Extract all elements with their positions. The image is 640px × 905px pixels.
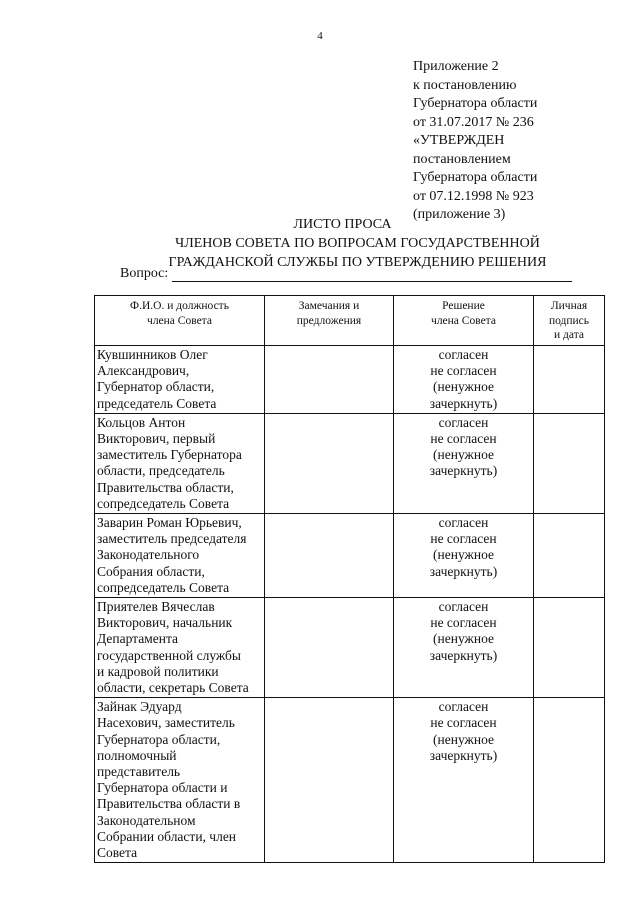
appendix-line: к постановлению [413, 77, 517, 93]
member-line: Зайнак Эдуард [97, 699, 182, 715]
member-line: Викторович, первый [97, 431, 216, 447]
decision-line: согласен [438, 515, 489, 531]
appendix-line: постановлением [413, 151, 511, 167]
member-line: Законодательного [97, 547, 200, 563]
document-title [0, 215, 640, 272]
remarks-cell[interactable] [265, 698, 394, 863]
decision-line: не согласен [430, 615, 497, 631]
decision-line: согласен [438, 599, 489, 615]
decision-line: (ненужное [433, 447, 494, 463]
header-line: Замечания и [298, 300, 360, 312]
question-underline[interactable] [172, 267, 572, 282]
member-line: области, председатель [97, 463, 225, 479]
decision-line: зачеркнуть) [429, 563, 498, 579]
member-line: Приятелев Вячеслав [97, 599, 215, 615]
table-row [95, 598, 605, 698]
member-line: заместитель председателя [97, 531, 247, 547]
member-line: Совета [97, 845, 138, 861]
member-line: Собрания области, [97, 563, 205, 579]
decision-line: согласен [438, 414, 489, 430]
appendix-line: от 31.07.2017 № 236 [413, 114, 534, 130]
decision-cell[interactable] [394, 413, 534, 513]
table-row [95, 413, 605, 513]
appendix-line: Губернатора области [413, 96, 538, 111]
member-line: Викторович, начальник [97, 615, 233, 631]
header-line: подпись [548, 314, 590, 327]
decision-line: (ненужное [433, 731, 494, 747]
decision-line: не согласен [430, 531, 497, 547]
title-line: ГРАЖДАНСКОЙ СЛУЖБЫ ПО УТВЕРЖДЕНИЮ РЕШЕНИЯ [168, 255, 547, 270]
table-header-row [95, 296, 605, 346]
decision-line: зачеркнуть) [429, 747, 498, 763]
decision-line: не согласен [430, 431, 497, 447]
member-line: Александрович, [97, 363, 190, 379]
member-line: Правительства области, [97, 479, 234, 495]
remarks-cell[interactable] [265, 413, 394, 513]
header-line: члена Совета [431, 314, 496, 327]
member-cell [95, 598, 265, 698]
remarks-cell[interactable] [265, 598, 394, 698]
appendix-line: «УТВЕРЖДЕН [413, 133, 505, 148]
header-line: Ф.И.О. и должность [130, 300, 229, 312]
decision-line: зачеркнуть) [429, 395, 498, 411]
member-line: заместитель Губернатора [97, 447, 242, 463]
question-label: Вопрос: [120, 266, 169, 281]
signature-cell[interactable] [534, 413, 605, 513]
member-line: представитель [97, 764, 181, 780]
member-line: Собрании области, член [97, 828, 237, 844]
member-line: председатель Совета [97, 395, 217, 411]
decision-line: зачеркнуть) [429, 647, 498, 663]
appendix-header [413, 58, 537, 225]
table-row [95, 346, 605, 414]
decision-cell[interactable] [394, 514, 534, 598]
decision-line: (ненужное [433, 547, 494, 563]
member-line: и кадровой политики [97, 663, 219, 679]
title-line: ЛИСТО ПРОСА [293, 217, 392, 232]
member-cell [95, 413, 265, 513]
member-line: Губернатора области, [97, 731, 221, 747]
header-line: Решение [442, 300, 485, 312]
voting-table [94, 295, 605, 863]
decision-line: (ненужное [433, 631, 494, 647]
appendix-line: от 07.12.1998 № 923 [413, 188, 534, 204]
member-cell [95, 698, 265, 863]
decision-line: согласен [438, 347, 489, 362]
decision-line: не согласен [430, 715, 497, 731]
member-line: Кувшинников Олег [97, 347, 208, 362]
decision-cell[interactable] [394, 346, 534, 414]
signature-cell[interactable] [534, 698, 605, 863]
member-line: Законодательном [97, 812, 196, 828]
question-field [120, 266, 572, 282]
member-line: сопредседатель Совета [97, 579, 230, 595]
header-signature [534, 296, 605, 346]
decision-cell[interactable] [394, 698, 534, 863]
member-line: области, секретарь Совета [97, 680, 249, 696]
appendix-line: (приложение 3) [413, 207, 506, 222]
decision-line: (ненужное [433, 379, 494, 395]
signature-cell[interactable] [534, 346, 605, 414]
signature-cell[interactable] [534, 514, 605, 598]
decision-line: согласен [438, 699, 489, 715]
member-cell [95, 346, 265, 414]
header-line: предложения [296, 314, 362, 327]
member-line: Насехович, заместитель [97, 715, 235, 731]
member-line: Заварин Роман Юрьевич, [97, 515, 242, 531]
remarks-cell[interactable] [265, 514, 394, 598]
member-line: полномочный [97, 747, 177, 763]
member-line: Губернатор области, [97, 379, 215, 395]
signature-cell[interactable] [534, 598, 605, 698]
header-name [95, 296, 265, 346]
decision-cell[interactable] [394, 598, 534, 698]
member-line: Губернатора области и [97, 780, 228, 796]
remarks-cell[interactable] [265, 346, 394, 414]
appendix-line: Губернатора области [413, 170, 538, 185]
page-number: 4 [317, 30, 323, 42]
appendix-line: Приложение 2 [413, 59, 499, 74]
member-line: сопредседатель Совета [97, 495, 230, 511]
table-row [95, 698, 605, 863]
header-line: и дата [554, 329, 584, 341]
member-line: Департамента [97, 631, 179, 647]
member-line: государственной службы [97, 647, 241, 663]
title-line: ЧЛЕНОВ СОВЕТА ПО ВОПРОСАМ ГОСУДАРСТВЕННОЙ [175, 236, 540, 251]
header-remarks [265, 296, 394, 346]
member-line: Правительства области в [97, 796, 241, 812]
decision-line: зачеркнуть) [429, 463, 498, 479]
header-line: Личная [550, 300, 588, 312]
member-line: Кольцов Антон [97, 414, 186, 430]
header-decision [394, 296, 534, 346]
table-row [95, 514, 605, 598]
decision-line: не согласен [430, 363, 497, 379]
member-cell [95, 514, 265, 598]
header-line: члена Совета [147, 314, 212, 327]
